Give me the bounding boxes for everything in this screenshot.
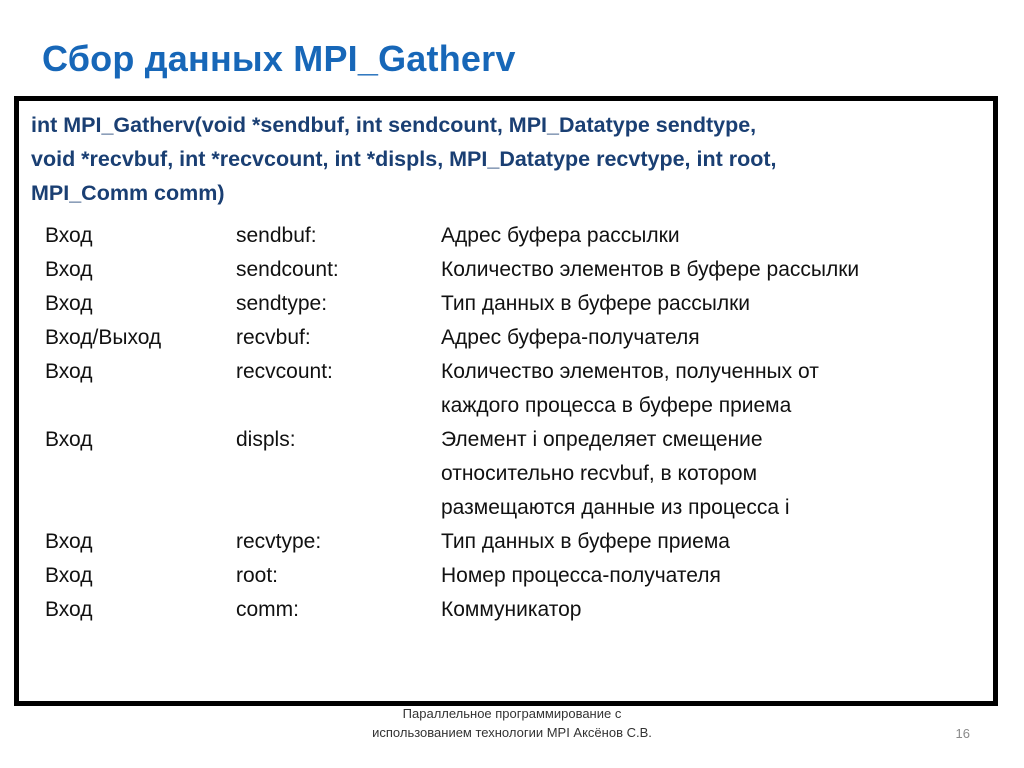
param-description: Количество элементов, полученных от каждого процесса в буфере приема — [441, 360, 819, 417]
param-row — [19, 355, 993, 423]
param-description: Элемент i определяет смещение относительно recvbuf, в котором размещаются данные из процесса i — [441, 428, 790, 519]
parameter-list — [19, 219, 993, 627]
param-row — [19, 593, 993, 627]
param-row — [19, 559, 993, 593]
function-signature — [31, 108, 993, 210]
param-direction: Вход — [45, 598, 93, 621]
param-row — [19, 287, 993, 321]
param-row — [19, 321, 993, 355]
param-name: recvbuf: — [236, 326, 311, 349]
param-row — [19, 219, 993, 253]
param-description: Коммуникатор — [441, 598, 582, 621]
param-name: sendbuf: — [236, 224, 317, 247]
param-description: Адрес буфера рассылки — [441, 224, 680, 247]
param-direction: Вход — [45, 360, 93, 383]
page-number: 16 — [955, 726, 970, 741]
content-box — [14, 96, 998, 706]
param-description: Номер процесса-получателя — [441, 564, 721, 587]
signature-line: void *recvbuf, int *recvcount, int *displs, MPI_Datatype recvtype, int root, — [31, 147, 777, 171]
param-direction: Вход — [45, 292, 93, 315]
param-name: displs: — [236, 428, 296, 451]
footer-text: Параллельное программирование с использованием технологии MPI Аксёнов С.В. — [372, 706, 652, 740]
signature-line: MPI_Comm comm) — [31, 181, 225, 205]
param-direction: Вход — [45, 428, 93, 451]
slide-title: Сбор данных MPI_Gatherv — [42, 38, 516, 79]
param-direction: Вход — [45, 530, 93, 553]
param-description: Количество элементов в буфере рассылки — [441, 258, 860, 281]
param-name: recvcount: — [236, 360, 333, 383]
param-name: root: — [236, 564, 279, 587]
param-row — [19, 525, 993, 559]
param-name: sendcount: — [236, 258, 339, 281]
param-row — [19, 423, 993, 525]
param-description: Адрес буфера-получателя — [441, 326, 700, 349]
param-description: Тип данных в буфере приема — [441, 530, 730, 553]
param-name: recvtype: — [236, 530, 322, 553]
param-description: Тип данных в буфере рассылки — [441, 292, 750, 315]
param-direction: Вход — [45, 224, 93, 247]
param-name: sendtype: — [236, 292, 328, 315]
param-name: comm: — [236, 598, 299, 621]
param-direction: Вход/Выход — [45, 326, 162, 349]
param-direction: Вход — [45, 564, 93, 587]
signature-line: int MPI_Gatherv(void *sendbuf, int sendcount, MPI_Datatype sendtype, — [31, 113, 757, 137]
param-row — [19, 253, 993, 287]
param-direction: Вход — [45, 258, 93, 281]
